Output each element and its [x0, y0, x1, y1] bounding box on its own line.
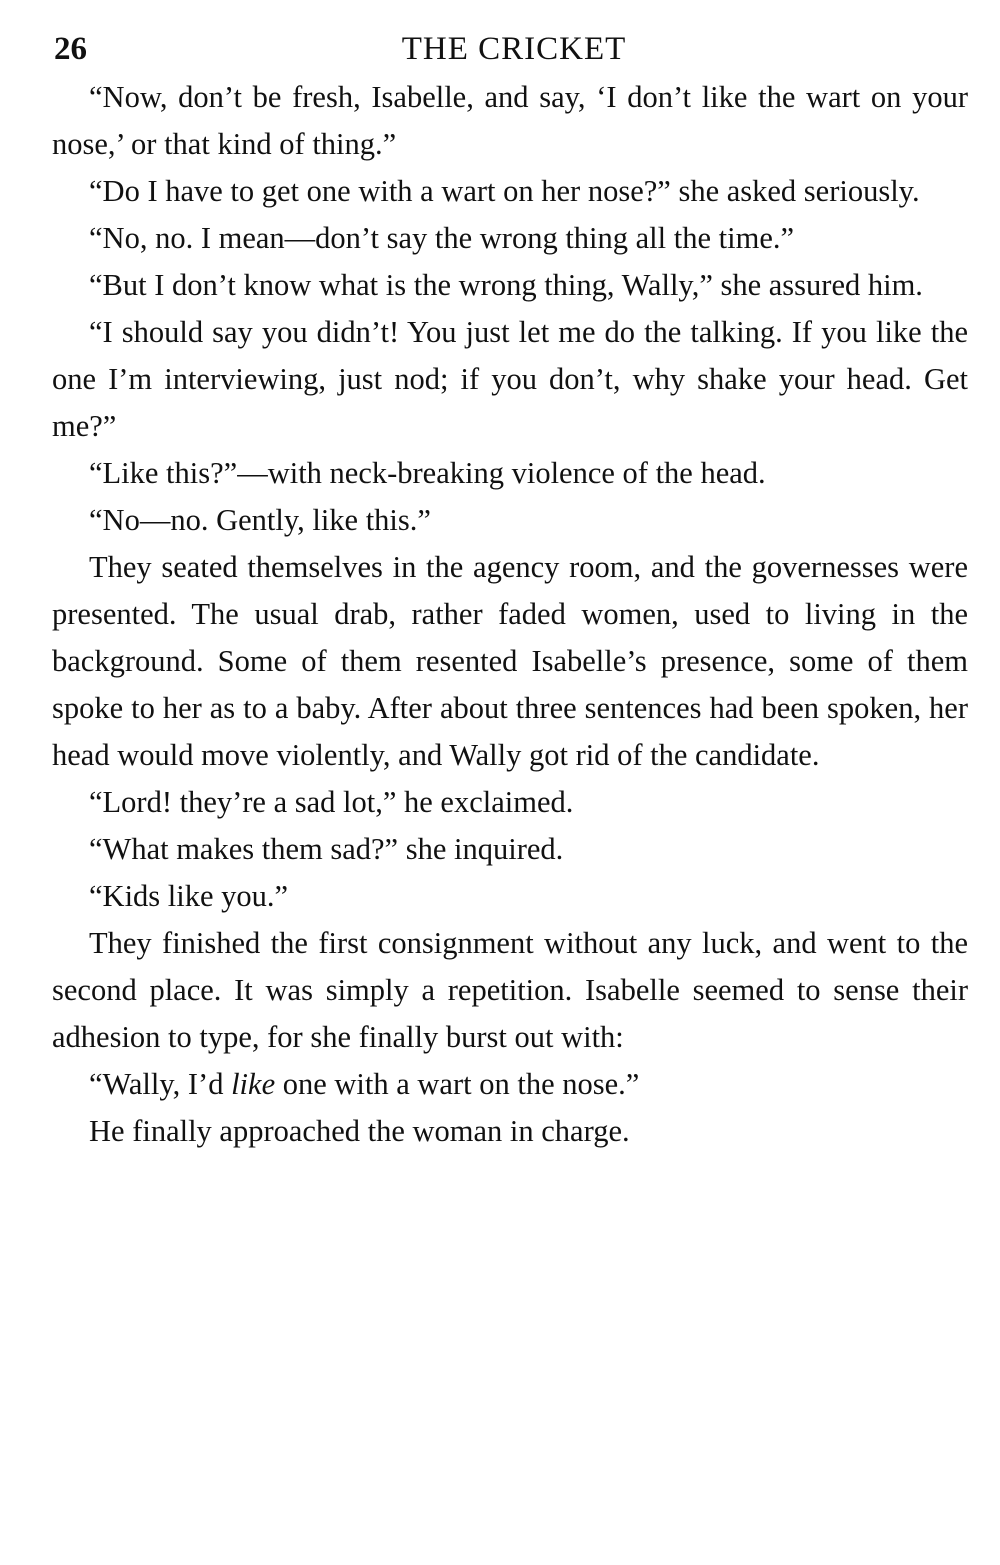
paragraph: “No—no. Gently, like this.”	[89, 503, 431, 537]
emphasized-word: like	[231, 1067, 276, 1101]
paragraph: “I should say you didn’t! You just let me do the talking. If you like the one I’m interviewing, just nod; if you don’t, why shake your head. Get me?”	[52, 315, 968, 443]
running-title: THE CRICKET	[401, 31, 627, 67]
closing-paragraph: He finally approached the woman in charge.	[89, 1114, 630, 1148]
paragraph: “Lord! they’re a sad lot,” he exclaimed.	[89, 785, 574, 819]
wart-paragraph	[52, 1061, 968, 1108]
paragraph: “But I don’t know what is the wrong thing, Wally,” she assured him.	[89, 268, 923, 302]
paragraph: “Like this?”—with neck-breaking violence of the head.	[89, 456, 766, 490]
paragraph: They seated themselves in the agency room, and the governesses were presented. The usual drab, rather faded women, used to living in the background. Some of them resented Isabelle’s presence, some of them spoke to her as to a baby. After about three sentences had been spoken, her head would move violently, and Wally got rid of the candidate.	[52, 550, 968, 772]
paragraph: “No, no. I mean—don’t say the wrong thing all the time.”	[89, 221, 795, 255]
paragraph: “Now, don’t be fresh, Isabelle, and say, ‘I don’t like the wart on your nose,’ or that kind of thing.”	[52, 80, 968, 161]
body-text	[52, 74, 968, 1155]
wart-paragraph-before: “Wally, I’d	[89, 1067, 232, 1101]
wart-paragraph-after: one with a wart on the nose.”	[275, 1067, 640, 1101]
page-number: 26	[54, 31, 87, 67]
page-header	[52, 24, 968, 74]
paragraph: “What makes them sad?” she inquired.	[89, 832, 564, 866]
paragraph: “Kids like you.”	[89, 879, 289, 913]
book-page	[52, 24, 968, 1155]
paragraph: They finished the first consignment without any luck, and went to the second place. It was simply a repetition. Isabelle seemed to sense their adhesion to type, for she finally burst out with:	[52, 926, 968, 1054]
paragraph: “Do I have to get one with a wart on her nose?” she asked seriously.	[89, 174, 920, 208]
